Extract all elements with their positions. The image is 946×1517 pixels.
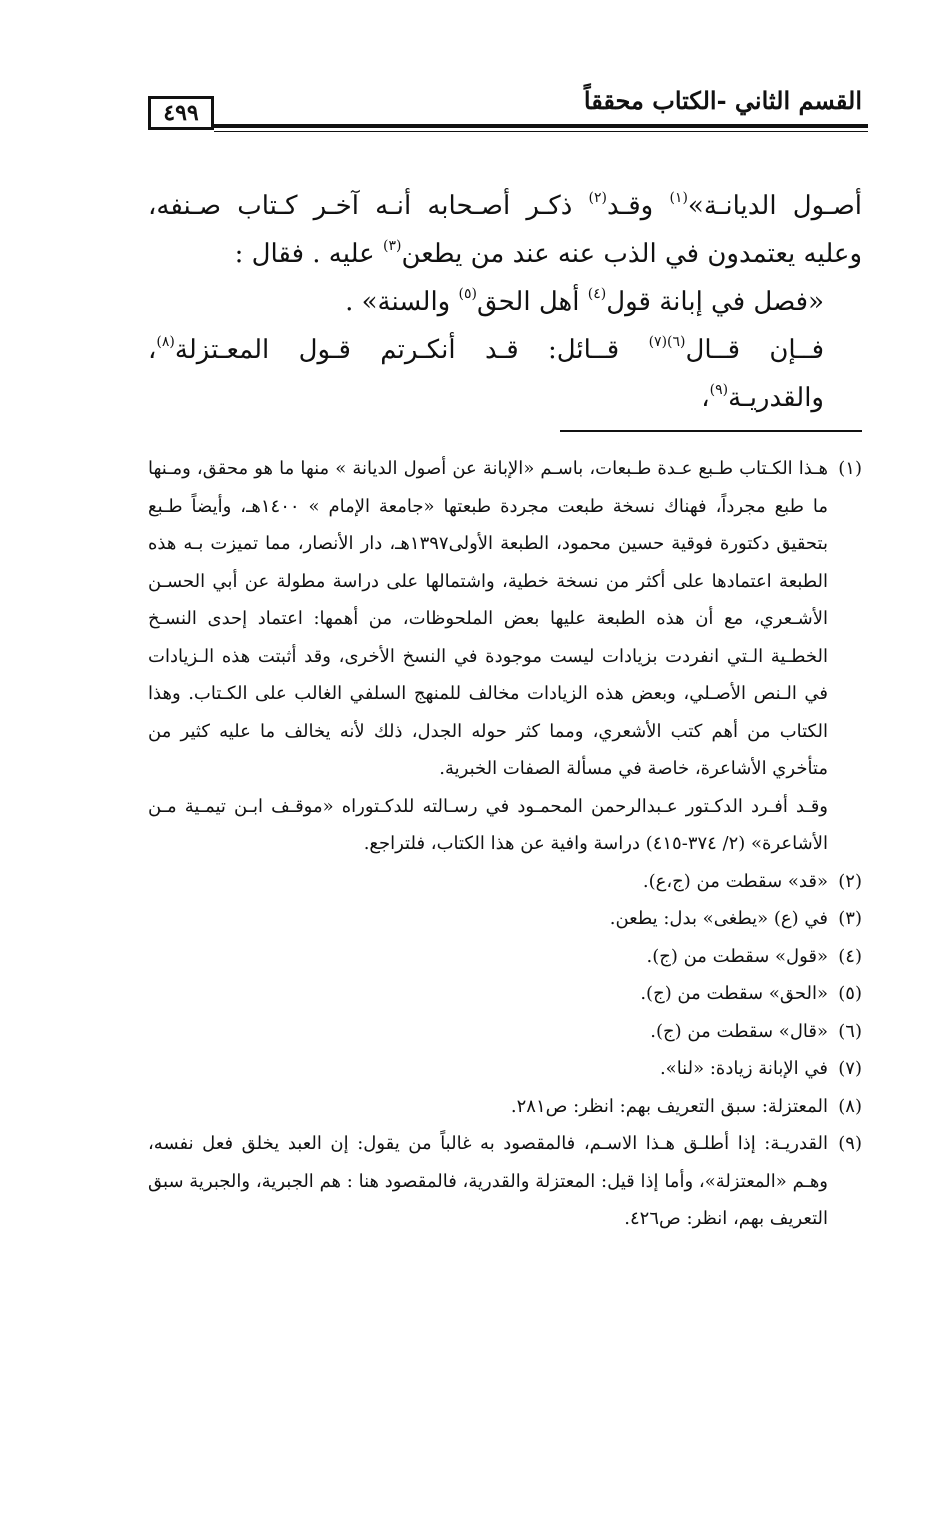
body-paragraph-1 xyxy=(148,182,862,278)
footnote-number: (٥) xyxy=(838,983,862,1004)
footnote-ref-3: (٣) xyxy=(382,238,402,254)
header-rule-thin xyxy=(214,131,868,132)
header-rule-thick xyxy=(214,124,868,128)
footnote-ref-7: (٧) xyxy=(648,334,668,350)
page-header xyxy=(148,78,868,150)
body-text-run: ، xyxy=(701,383,710,413)
footnote-number: (١) xyxy=(838,458,862,479)
body-text-run: «فصل في إبانة قول xyxy=(606,287,824,317)
footnote-3 xyxy=(148,900,862,938)
footnote-text: في (ع) «يطغى» بدل: يطعن. xyxy=(609,908,828,929)
footnote-8 xyxy=(148,1088,862,1126)
footnote-text: هـذا الكـتاب طـبع عـدة طـبعات، باسـم «الإبانة عن أصول الديانة » منها ما هو محقق، ومـنها ما طبع مجرداً، فهناك نسخة طبعت مجردة طبعتها «جامعة الإمام » ١٤٠٠هـ، وأيضاً طـبع بتحقيق دكتورة فوقية حسين محمود، الطبعة الأولى١٣٩٧هـ، دار الأنصار، مما تميزت بـه هذه الطبعة اعتمادها على أكثر من نسخة خطية، واشتمالها على دراسة مطولة عن أبي الحسـن الأشـعري، مع أن هذه الطبعة عليها بعض الملحوظات، من أهمها: اعتماد إحدى النسـخ الخطـية الـتي انفردت بزيادات ليست موجودة في النسخ الأخرى، وقد أثبتت هذه الـزيادات في الـنص الأصـلي، وبعض هذه الزيادات مخالف للمنهج السلفي الغالب على الكـتاب. وهذا الكتاب من أهم كتب الأشعري، ومما كثر حوله الجدل، ذلك لأنه يخالف ما عليه كثير من متأخري الأشاعرة، خاصة في مسألة الصفات الخبرية. xyxy=(148,458,828,779)
footnote-text: «قد» سقطت من (ج،ع). xyxy=(642,870,828,892)
body-text-run: فــإن قــال xyxy=(685,335,824,365)
footnote-text: «الحق» سقطت من (ج). xyxy=(640,983,828,1004)
footnote-4 xyxy=(148,938,862,976)
body-text-run: أهل الحق xyxy=(476,287,588,317)
footnote-text: «قال» سقطت من (ج). xyxy=(650,1020,828,1042)
footnote-ref-1: (١) xyxy=(669,190,688,206)
footnote-ref-6: (٦) xyxy=(667,334,686,350)
footnote-ref-9: (٩) xyxy=(709,382,729,398)
quoted-heading xyxy=(148,278,862,326)
footnote-number: (٣) xyxy=(838,908,862,929)
footnote-number: (٩) xyxy=(838,1133,862,1154)
body-text-run: قــائل: قـد أنكـرتم قـول المعـتزلة xyxy=(174,335,649,365)
body-text-run: ، والقدريـة xyxy=(148,335,824,413)
footnote-5 xyxy=(148,975,862,1013)
footnote-number: (٧) xyxy=(838,1058,862,1079)
footnote-ref-5: (٥) xyxy=(458,286,477,302)
footnote-text: «قول» سقطت من (ج). xyxy=(646,945,828,967)
body-text-run: ذكـر أصـحابه أنـه آخـر كـتاب صـنفه، وعليه يعتمدون في الذب عنه عند من يطعن xyxy=(148,191,862,269)
footnote-2 xyxy=(148,863,862,901)
footnote-separator xyxy=(560,430,862,432)
footnote-number: (٦) xyxy=(838,1020,862,1042)
body-text-run: وقـد xyxy=(606,191,670,221)
footnote-text: في الإبانة زيادة: «لنا». xyxy=(659,1058,828,1079)
body-text-run: أصـول الديانـة» xyxy=(687,191,863,221)
footnote-number: (٢) xyxy=(838,870,862,892)
footnotes xyxy=(148,450,862,1238)
footnote-1 xyxy=(148,450,862,788)
main-text xyxy=(148,182,862,422)
body-paragraph-2 xyxy=(148,326,862,422)
footnote-text: المعتزلة: سبق التعريف بهم: انظر: ص٢٨١. xyxy=(510,1095,828,1117)
footnote-7 xyxy=(148,1050,862,1088)
footnote-number: (٨) xyxy=(838,1095,862,1117)
running-head: القسم الثاني -الكتاب محققاً xyxy=(583,86,862,115)
page-number: ٤٩٩ xyxy=(148,96,214,130)
body-text-run: والسنة» . xyxy=(345,287,459,317)
footnote-number: (٤) xyxy=(838,945,862,967)
footnote-text: القدريـة: إذا أطلـق هـذا الاسـم، فالمقصود به غالباً من يقول: إن العبد يخلق فعل نفسه، وهـم «المعتزلة»، وأما إذا قيل: المعتزلة والقدرية، فالمقصود هنا : هم الجبرية، والجبرية سبق التعريف بهم، انظر: ص٤٢٦. xyxy=(148,1133,828,1229)
footnote-1-continuation: وقـد أفـرد الدكـتور عـبدالرحمن المحمـود في رسـالته للدكـتوراه «موقـف ابـن تيمـية مـن الأشاعرة» (٢/ ٣٧٤-٤١٥) دراسة وافية عن هذا الكتاب، فلتراجع. xyxy=(148,795,828,854)
footnote-ref-8: (٨) xyxy=(156,334,175,350)
footnote-6 xyxy=(148,1013,862,1051)
body-text-run: عليه . فقال : xyxy=(234,239,383,269)
footnote-ref-4: (٤) xyxy=(587,286,607,302)
footnote-ref-2: (٢) xyxy=(588,190,607,206)
footnote-9 xyxy=(148,1125,862,1238)
